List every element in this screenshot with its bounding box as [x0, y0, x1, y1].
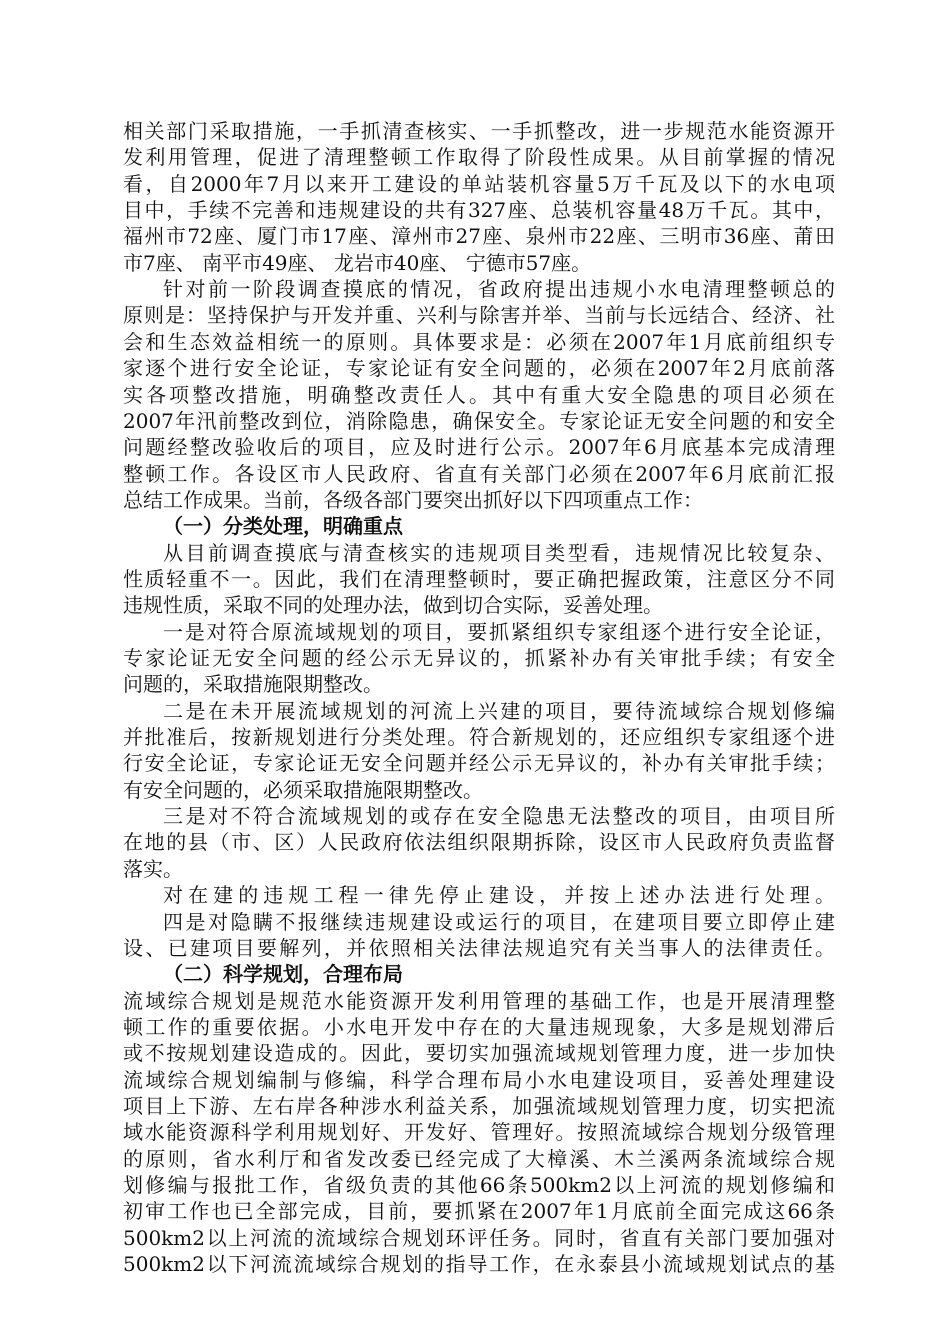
text-line: 500km2以下河流流域综合规划的指导工作，在永泰县小流域规划试点的基 — [123, 1252, 835, 1276]
text-line: 问题经整改验收后的项目，应及时进行公示。2007年6月底基本完成清理 — [123, 435, 835, 459]
text-line: 的原则，省水利厅和省发改委已经完成了大樟溪、木兰溪两条流域综合规 — [123, 1147, 835, 1171]
text-line: 整顿工作。各设区市人民政府、省直有关部门必须在2007年6月底前汇报 — [123, 462, 835, 486]
text-line: 对在建的违规工程一律先停止建设，并按上述办法进行处理。 — [163, 883, 835, 907]
text-line: 初审工作也已全部完成，目前，要抓紧在2007年1月底前全面完成这66条 — [123, 1199, 835, 1223]
text-line: 看，自2000年7月以来开工建设的单站装机容量5万千瓦及以下的水电项 — [123, 172, 835, 196]
section-heading: （一）分类处理，明确重点 — [163, 514, 403, 538]
text-line: 市7座、 南平市49座、 龙岩市40座、 宁德市57座。 — [123, 251, 592, 275]
text-line: 原则是：坚持保护与开发并重、兴利与除害并举、当前与长远结合、经济、社 — [123, 303, 835, 327]
text-line: 性质轻重不一。因此，我们在清理整顿时，要正确把握政策，注意区分不同 — [123, 567, 835, 591]
text-line: 有安全问题的，必须采取措施限期整改。 — [123, 778, 483, 802]
text-line: 流域综合规划是规范水能资源开发利用管理的基础工作，也是开展清理整 — [123, 989, 835, 1013]
text-line: 500km2以上河流的流域综合规划环评任务。同时，省直有关部门要加强对 — [123, 1226, 835, 1250]
text-line: 针对前一阶段调查摸底的情况，省政府提出违规小水电清理整顿总的 — [163, 277, 835, 301]
text-line: 2007年汛前整改到位，消除隐患，确保安全。专家论证无安全问题的和安全 — [123, 409, 835, 433]
text-line: 划修编与报批工作，省级负责的其他66条500km2以上河流的规划修编和 — [123, 1173, 835, 1197]
text-line: 三是对不符合流域规划的或存在安全隐患无法整改的项目，由项目所 — [163, 804, 835, 828]
text-line: 福州市72座、厦门市17座、漳州市27座、泉州市22座、三明市36座、莆田 — [123, 224, 835, 248]
section-heading: （二）科学规划，合理布局 — [163, 962, 403, 986]
text-line: 域水能资源科学利用规划好、开发好、管理好。按照流域综合规划分级管理 — [123, 1120, 835, 1144]
text-line: 设、已建项目要解列，并依照相关法律法规追究有关当事人的法律责任。 — [123, 936, 835, 960]
text-line: 相关部门采取措施，一手抓清查核实、一手抓整改，进一步规范水能资源开 — [123, 119, 835, 143]
text-line: 流域综合规划编制与修编，科学合理布局小水电建设项目，妥善处理建设 — [123, 1068, 835, 1092]
text-line: 并批准后，按新规划进行分类处理。符合新规划的，还应组织专家组逐个进 — [123, 725, 835, 749]
text-line: 发利用管理，促进了清理整顿工作取得了阶段性成果。从目前掌握的情况 — [123, 145, 835, 169]
text-line: 项目上下游、左右岸各种涉水利益关系，加强流域规划管理力度，切实把流 — [123, 1094, 835, 1118]
text-line: 问题的，采取措施限期整改。 — [123, 672, 383, 696]
text-line: 家逐个进行安全论证，专家论证有安全问题的，必须在2007年2月底前落 — [123, 356, 835, 380]
text-line: 四是对隐瞒不报继续违规建设或运行的项目，在建项目要立即停止建 — [163, 910, 835, 934]
text-line: 行安全论证，专家论证无安全问题并经公示无异议的，补办有关审批手续； — [123, 751, 835, 775]
text-line: 实各项整改措施，明确整改责任人。其中有重大安全隐患的项目必须在 — [123, 383, 835, 407]
text-line: 从目前调查摸底与清查核实的违规项目类型看，违规情况比较复杂、 — [163, 541, 835, 565]
text-line: 会和生态效益相统一的原则。具体要求是：必须在2007年1月底前组织专 — [123, 330, 835, 354]
text-line: 二是在未开展流域规划的河流上兴建的项目，要待流域综合规划修编 — [163, 699, 835, 723]
text-line: 落实。 — [123, 857, 183, 881]
text-line: 顿工作的重要依据。小水电开发中存在的大量违规现象，大多是规划滞后 — [123, 1015, 835, 1039]
text-line: 专家论证无安全问题的经公示无异议的，抓紧补办有关审批手续；有安全 — [123, 646, 835, 670]
text-line: 总结工作成果。当前，各级各部门要突出抓好以下四项重点工作： — [123, 488, 703, 512]
text-line: 一是对符合原流域规划的项目，要抓紧组织专家组逐个进行安全论证， — [163, 620, 835, 644]
text-line: 在地的县（市、区）人民政府依法组织限期拆除，设区市人民政府负责监督 — [123, 830, 835, 854]
text-line: 目中，手续不完善和违规建设的共有327座、总装机容量48万千瓦。其中， — [123, 198, 835, 222]
text-line: 或不按规划建设造成的。因此，要切实加强流域规划管理力度，进一步加快 — [123, 1041, 835, 1065]
text-line: 违规性质，采取不同的处理办法，做到切合实际，妥善处理。 — [123, 593, 663, 617]
